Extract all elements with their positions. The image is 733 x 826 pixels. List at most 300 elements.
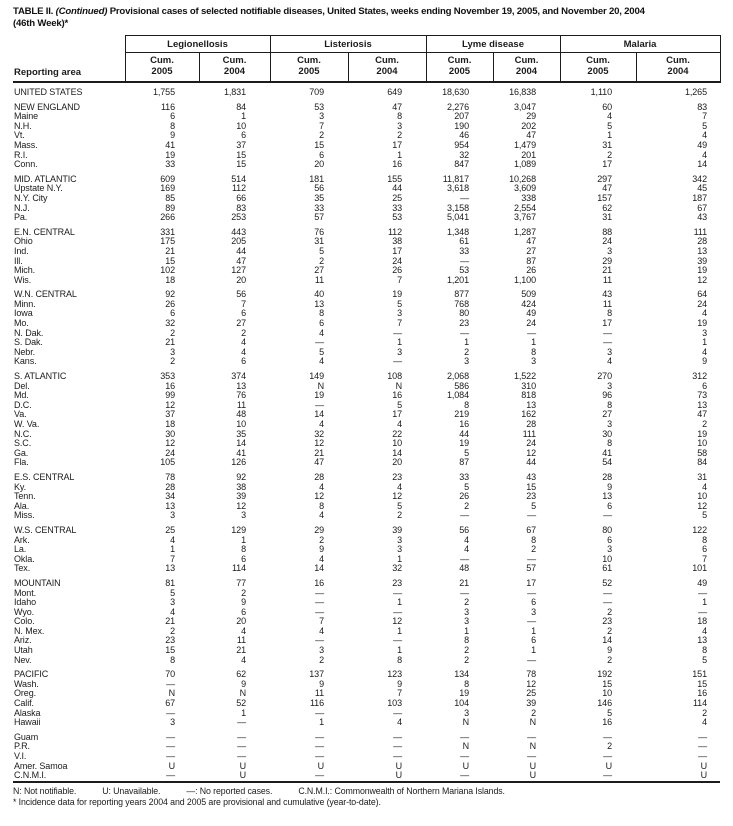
value-cell: 6	[170, 112, 175, 122]
value-cell: 31	[314, 237, 324, 247]
value-cell: 8	[607, 439, 612, 449]
table-title-line1	[13, 6, 720, 18]
value-cell: 5,041	[446, 213, 469, 223]
table-row	[13, 319, 720, 329]
value-cell: 13	[697, 246, 707, 256]
value-cell: 26	[526, 266, 536, 276]
value-cell: 47	[526, 237, 536, 247]
value-cell: 1	[531, 338, 536, 348]
value-cell: 5	[397, 501, 402, 511]
value-cell: 1	[241, 112, 246, 122]
reporting-area-cell: Mont.	[14, 588, 37, 598]
value-cell: —	[460, 771, 469, 781]
value-cell: 16	[314, 577, 324, 588]
value-cell: 3	[607, 246, 612, 256]
value-cell: 11	[236, 636, 246, 646]
value-cell: 34	[165, 492, 175, 502]
value-cell: 8	[464, 400, 469, 410]
value-cell: 10	[697, 439, 707, 449]
reporting-area-cell: Fla.	[14, 458, 29, 468]
value-cell: —	[460, 588, 469, 598]
value-cell: 3	[319, 646, 324, 656]
value-cell: 32	[165, 319, 175, 329]
value-cell: 116	[160, 101, 175, 112]
value-cell: 31	[602, 140, 612, 150]
table-row	[13, 213, 720, 223]
value-cell: 3,609	[513, 184, 536, 194]
value-cell: 84	[236, 101, 246, 112]
reporting-area-cell: Tenn.	[14, 492, 36, 502]
value-cell: —	[393, 328, 402, 338]
value-cell: U	[239, 761, 246, 771]
value-cell: U	[168, 761, 175, 771]
value-cell: —	[166, 771, 175, 781]
value-cell: 6	[241, 309, 246, 319]
value-cell: 3	[397, 121, 402, 131]
footnotes	[13, 786, 720, 808]
value-cell: 23	[165, 636, 175, 646]
value-cell: 26	[459, 492, 469, 502]
value-cell: 12	[526, 679, 536, 689]
value-cell: 47	[526, 131, 536, 141]
value-cell: 1	[319, 718, 324, 728]
value-cell: 83	[697, 101, 707, 112]
value-cell: 41	[236, 448, 246, 458]
value-cell: 57	[526, 564, 536, 574]
value-cell: 92	[236, 471, 246, 482]
value-cell: N	[317, 381, 324, 391]
value-cell: 114	[231, 564, 246, 574]
value-cell: 2,554	[513, 203, 536, 213]
value-cell: 33	[165, 160, 175, 170]
reporting-area-cell: Miss.	[14, 511, 35, 521]
value-cell: 18	[697, 617, 707, 627]
value-cell: 9	[319, 679, 324, 689]
value-cell: 28	[314, 471, 324, 482]
value-cell: 14	[697, 160, 707, 170]
col-header-lyme-2005: Cum. 2005	[426, 53, 493, 83]
value-cell: 4	[702, 626, 707, 636]
value-cell: —	[603, 328, 612, 338]
value-cell: 10	[392, 439, 402, 449]
value-cell: 169	[160, 184, 175, 194]
reporting-area-cell: Guam	[14, 731, 39, 742]
value-cell: 21	[236, 646, 246, 656]
value-cell: 26	[392, 266, 402, 276]
value-cell: —	[315, 338, 324, 348]
value-cell: 23	[392, 577, 402, 588]
value-cell: 43	[526, 471, 536, 482]
value-cell: 9	[241, 679, 246, 689]
value-cell: 2	[464, 598, 469, 608]
value-cell: 13	[526, 400, 536, 410]
value-cell: —	[315, 400, 324, 410]
value-cell: 103	[387, 699, 402, 709]
value-cell: 3	[397, 309, 402, 319]
value-cell: 205	[231, 237, 246, 247]
table-row	[13, 656, 720, 666]
value-cell: 78	[165, 471, 175, 482]
value-cell: 14	[392, 448, 402, 458]
value-cell: —	[603, 731, 612, 742]
value-cell: 1,201	[446, 275, 469, 285]
reporting-area-cell: MOUNTAIN	[14, 577, 61, 588]
reporting-area-cell: Conn.	[14, 160, 38, 170]
value-cell: 13	[602, 492, 612, 502]
value-cell: 3	[464, 357, 469, 367]
table-row	[13, 151, 720, 161]
value-cell: 5	[702, 511, 707, 521]
reporting-area-cell: E.N. CENTRAL	[14, 226, 75, 237]
value-cell: 21	[165, 338, 175, 348]
value-cell: 10	[602, 554, 612, 564]
value-cell: N	[529, 742, 536, 752]
table-row	[13, 329, 720, 339]
table-row	[13, 141, 720, 151]
value-cell: 35	[236, 429, 246, 439]
value-cell: 1	[397, 338, 402, 348]
reporting-area-cell: NEW ENGLAND	[14, 101, 80, 112]
value-cell: 6	[702, 381, 707, 391]
value-cell: N	[395, 381, 402, 391]
value-cell: 2	[319, 256, 324, 266]
value-cell: —	[237, 742, 246, 752]
value-cell: 67	[697, 203, 707, 213]
value-cell: 21	[165, 617, 175, 627]
value-cell: 5	[702, 655, 707, 665]
value-cell: —	[527, 554, 536, 564]
value-cell: 7	[319, 121, 324, 131]
value-cell: —	[166, 731, 175, 742]
value-cell: 27	[526, 246, 536, 256]
value-cell: 7	[702, 554, 707, 564]
value-cell: 10,268	[509, 173, 536, 184]
value-cell: 6	[241, 554, 246, 564]
value-cell: 27	[314, 266, 324, 276]
value-cell: —	[698, 752, 707, 761]
table-row	[13, 257, 720, 267]
reporting-area-cell: Tex.	[14, 564, 31, 574]
value-cell: 108	[387, 371, 402, 382]
value-cell: 2	[241, 588, 246, 598]
value-cell: 20	[392, 458, 402, 468]
value-cell: —	[527, 511, 536, 521]
value-cell: 2,068	[446, 371, 469, 382]
value-cell: 509	[521, 289, 536, 300]
value-cell: —	[393, 357, 402, 367]
table-row	[13, 98, 720, 113]
value-cell: 4	[319, 420, 324, 429]
table-row	[13, 276, 720, 286]
table-row	[13, 617, 720, 627]
value-cell: 49	[697, 577, 707, 588]
value-cell: 9	[397, 679, 402, 689]
col-header-leg-2005: Cum. 2005	[125, 53, 199, 83]
value-cell: 129	[231, 524, 246, 535]
value-cell: 33	[314, 203, 324, 213]
value-cell: —	[603, 338, 612, 348]
value-cell: 60	[602, 101, 612, 112]
value-cell: 6	[170, 309, 175, 319]
value-cell: 4	[319, 328, 324, 338]
reporting-area-cell: Oreg.	[14, 689, 37, 699]
value-cell: 11	[314, 275, 324, 285]
table-row	[13, 483, 720, 493]
value-cell: 3	[702, 328, 707, 338]
value-cell: 15	[236, 160, 246, 170]
value-cell: 111	[693, 226, 707, 237]
value-cell: 201	[521, 150, 536, 160]
value-cell: 4	[607, 112, 612, 122]
value-cell: 6	[702, 545, 707, 555]
value-cell: 24	[697, 299, 707, 309]
value-cell: 151	[692, 669, 707, 680]
value-cell: 102	[160, 266, 175, 276]
value-cell: 14	[314, 564, 324, 574]
value-cell: 49	[526, 309, 536, 319]
value-cell: 12	[697, 501, 707, 511]
value-cell: 44	[392, 184, 402, 194]
value-cell: 56	[314, 184, 324, 194]
value-cell: 4	[319, 357, 324, 367]
value-cell: 48	[459, 564, 469, 574]
value-cell: 43	[602, 289, 612, 300]
value-cell: 54	[602, 458, 612, 468]
value-cell: 8	[170, 121, 175, 131]
value-cell: 8	[607, 400, 612, 410]
table-row	[13, 348, 720, 358]
reporting-area-cell: C.N.M.I.	[14, 771, 47, 781]
value-cell: 2,276	[446, 101, 469, 112]
table-row	[13, 752, 720, 762]
group-header-lyme-disease: Lyme disease	[426, 36, 560, 53]
value-cell: U	[700, 761, 707, 771]
reporting-area-cell: Nebr.	[14, 347, 36, 357]
reporting-area-cell: W.N. CENTRAL	[14, 289, 77, 300]
value-cell: 47	[602, 184, 612, 194]
table-row	[13, 439, 720, 449]
reporting-area-cell: Wis.	[14, 275, 32, 285]
value-cell: 39	[697, 256, 707, 266]
value-cell: 187	[692, 193, 707, 203]
value-cell: 12	[314, 439, 324, 449]
value-cell: 207	[454, 112, 469, 122]
value-cell: —	[527, 617, 536, 627]
value-cell: 61	[459, 237, 469, 247]
value-cell: 5	[170, 588, 175, 598]
value-cell: 1	[241, 535, 246, 545]
value-cell: 67	[165, 699, 175, 709]
value-cell: 9	[319, 545, 324, 555]
value-cell: 162	[521, 410, 536, 420]
value-cell: 331	[160, 226, 175, 237]
value-cell: —	[237, 731, 246, 742]
value-cell: 28	[165, 482, 175, 492]
value-cell: 87	[459, 458, 469, 468]
value-cell: 1	[397, 150, 402, 160]
value-cell: 8	[531, 347, 536, 357]
value-cell: 768	[454, 299, 469, 309]
value-cell: —	[698, 607, 707, 617]
value-cell: —	[460, 731, 469, 742]
value-cell: 1	[607, 131, 612, 141]
value-cell: 3	[397, 347, 402, 357]
value-cell: 11	[236, 400, 246, 410]
value-cell: —	[698, 742, 707, 752]
value-cell: 1,100	[513, 275, 536, 285]
value-cell: 8	[464, 636, 469, 646]
table-row	[13, 237, 720, 247]
table-row	[13, 131, 720, 141]
value-cell: 15	[236, 150, 246, 160]
reporting-area-cell: Ariz.	[14, 636, 32, 646]
value-cell: 89	[165, 203, 175, 213]
value-cell: 1,084	[446, 391, 469, 401]
value-cell: U	[700, 771, 707, 781]
value-cell: 443	[231, 226, 246, 237]
value-cell: 57	[314, 213, 324, 223]
table-title	[13, 6, 720, 30]
value-cell: 3	[607, 545, 612, 555]
value-cell: 12	[392, 492, 402, 502]
col-header-lis-2004: Cum. 2004	[348, 53, 426, 83]
value-cell: 1,348	[446, 226, 469, 237]
reporting-area-cell: Del.	[14, 381, 30, 391]
value-cell: 23	[459, 319, 469, 329]
value-cell: 12	[236, 501, 246, 511]
value-cell: 2	[607, 742, 612, 752]
value-cell: 13	[165, 501, 175, 511]
value-cell: 15	[165, 256, 175, 266]
table-row	[13, 300, 720, 310]
value-cell: 2	[607, 655, 612, 665]
value-cell: 23	[526, 492, 536, 502]
table-row	[13, 449, 720, 459]
value-cell: 52	[236, 699, 246, 709]
value-cell: 96	[602, 391, 612, 401]
value-cell: 3	[464, 607, 469, 617]
value-cell: 92	[165, 289, 175, 300]
reporting-area-cell: Maine	[14, 112, 39, 122]
value-cell: 5	[397, 299, 402, 309]
value-cell: N	[168, 689, 175, 699]
value-cell: 4	[319, 626, 324, 636]
value-cell: 24	[526, 439, 536, 449]
table-row	[13, 742, 720, 752]
value-cell: 23	[392, 471, 402, 482]
value-cell: 3	[397, 545, 402, 555]
table-row	[13, 430, 720, 440]
reporting-area-cell: N. Dak.	[14, 328, 44, 338]
reporting-area-cell: UNITED STATES	[14, 87, 83, 97]
value-cell: —	[393, 742, 402, 752]
table-row	[13, 718, 720, 728]
value-cell: 64	[697, 289, 707, 300]
value-cell: 6	[319, 150, 324, 160]
value-cell: 19	[697, 429, 707, 439]
reporting-area-cell: R.I.	[14, 150, 28, 160]
value-cell: —	[527, 328, 536, 338]
value-cell: N	[462, 742, 469, 752]
table-row	[13, 680, 720, 690]
value-cell: 6	[241, 357, 246, 367]
value-cell: 1	[170, 545, 175, 555]
value-cell: 16	[602, 718, 612, 728]
table-title-rest: Provisional cases of selected notifiable diseases, United States, weeks ending November 19, 2005, and November 20, 2004	[109, 6, 645, 17]
value-cell: 5	[607, 708, 612, 718]
reporting-area-cell: P.R.	[14, 742, 30, 752]
value-cell: —	[315, 742, 324, 752]
value-cell: 1	[531, 646, 536, 656]
value-cell: 3	[531, 357, 536, 367]
value-cell: 43	[697, 213, 707, 223]
value-cell: 8	[319, 501, 324, 511]
table-row	[13, 636, 720, 646]
value-cell: 9	[170, 131, 175, 141]
reporting-area-cell: Vt.	[14, 131, 25, 141]
reporting-area-cell: N.J.	[14, 203, 30, 213]
value-cell: 5	[607, 121, 612, 131]
reporting-area-cell: Kans.	[14, 357, 37, 367]
value-cell: 41	[165, 140, 175, 150]
table-row	[13, 665, 720, 680]
value-cell: 24	[526, 319, 536, 329]
reporting-area-cell: La.	[14, 545, 27, 555]
value-cell: 2	[607, 150, 612, 160]
value-cell: —	[698, 588, 707, 598]
value-cell: 1,831	[223, 87, 246, 97]
value-cell: 6	[241, 131, 246, 141]
reporting-area-cell: Utah	[14, 646, 33, 656]
value-cell: 10	[697, 492, 707, 502]
value-cell: 586	[454, 381, 469, 391]
value-cell: 53	[314, 101, 324, 112]
value-cell: 4	[241, 626, 246, 636]
value-cell: 14	[236, 439, 246, 449]
value-cell: 80	[459, 309, 469, 319]
value-cell: 25	[392, 193, 402, 203]
col-header-mal-2004: Cum. 2004	[636, 53, 720, 83]
value-cell: 353	[160, 371, 175, 382]
value-cell: 47	[236, 256, 246, 266]
value-cell: 12	[314, 492, 324, 502]
table-row	[13, 545, 720, 555]
value-cell: 2	[464, 501, 469, 511]
table-row	[13, 728, 720, 743]
value-cell: 19	[392, 289, 402, 300]
table-row	[13, 112, 720, 122]
footnote-incidence: * Incidence data for reporting years 2004 and 2005 are provisional and cumulative (year-to-date).	[13, 796, 381, 807]
value-cell: 84	[697, 458, 707, 468]
value-cell: 4	[319, 482, 324, 492]
reporting-area-cell: Md.	[14, 391, 29, 401]
value-cell: 9	[607, 482, 612, 492]
value-cell: 6	[531, 636, 536, 646]
reporting-area-cell: V.I.	[14, 752, 27, 761]
table-row	[13, 285, 720, 300]
reporting-area-cell: E.S. CENTRAL	[14, 471, 75, 482]
value-cell: 15	[602, 679, 612, 689]
value-cell: 6	[607, 535, 612, 545]
value-cell: —	[315, 588, 324, 598]
value-cell: 22	[392, 429, 402, 439]
value-cell: 8	[702, 646, 707, 656]
value-cell: 609	[160, 173, 175, 184]
value-cell: 4	[241, 338, 246, 348]
table-row	[13, 492, 720, 502]
value-cell: 338	[521, 193, 536, 203]
value-cell: N	[462, 718, 469, 728]
